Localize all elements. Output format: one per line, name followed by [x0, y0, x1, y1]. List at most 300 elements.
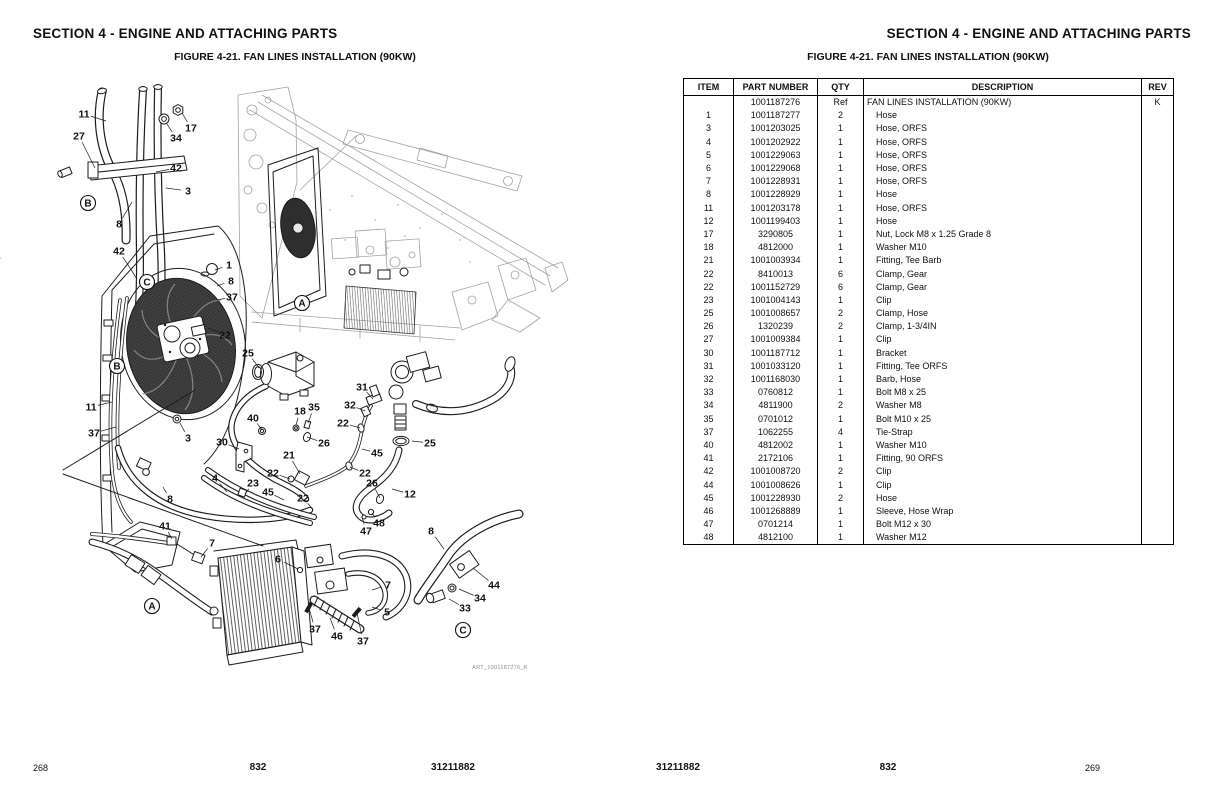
table-cell: 2172106: [734, 452, 818, 465]
table-row: [684, 228, 1174, 241]
table-cell: [1142, 426, 1174, 439]
table-cell: FAN LINES INSTALLATION (90KW): [864, 96, 1142, 110]
table-cell: [1142, 465, 1174, 478]
table-cell: Ref: [818, 96, 864, 110]
table-cell: 4812002: [734, 439, 818, 452]
table-cell: 1001228929: [734, 188, 818, 201]
tee-orfs-fitting: [366, 385, 382, 405]
table-row: [684, 175, 1174, 188]
table-cell: 11: [684, 202, 734, 215]
table-cell: [1142, 531, 1174, 545]
table-cell: Washer M12: [864, 531, 1142, 545]
table-row: [684, 162, 1174, 175]
table-cell: Hose, ORFS: [864, 136, 1142, 149]
table-cell: 1001168030: [734, 373, 818, 386]
table-cell: [1142, 162, 1174, 175]
callout-number: 7: [209, 537, 215, 550]
callout-leader-line: [435, 537, 444, 549]
callout-number: 45: [262, 486, 274, 499]
left-footer-center: 832: [249, 762, 267, 773]
parts-table-body: [684, 96, 1174, 545]
table-row: [684, 96, 1174, 110]
table-cell: Clamp, Gear: [864, 267, 1142, 280]
table-row: [684, 307, 1174, 320]
table-cell: 1001187276: [734, 96, 818, 110]
table-cell: Barb, Hose: [864, 373, 1142, 386]
table-cell: [1142, 505, 1174, 518]
table-cell: [1142, 307, 1174, 320]
table-cell: 4812000: [734, 241, 818, 254]
table-cell: 21: [684, 254, 734, 267]
callout-number: 48: [373, 517, 385, 530]
table-row: [684, 267, 1174, 280]
table-row: [684, 188, 1174, 201]
callout-number: 8: [167, 493, 173, 506]
table-cell: 1: [818, 452, 864, 465]
table-cell: 1001003934: [734, 254, 818, 267]
table-cell: 2: [818, 307, 864, 320]
view-letter: A: [298, 298, 306, 310]
right-section-title: SECTION 4 - ENGINE AND ATTACHING PARTS: [886, 26, 1191, 41]
table-cell: Hose: [864, 215, 1142, 228]
table-row: [684, 347, 1174, 360]
table-row: [684, 360, 1174, 373]
right-page-number: 269: [1084, 763, 1100, 773]
table-cell: Clip: [864, 294, 1142, 307]
table-cell: 1001228931: [734, 175, 818, 188]
callout-number: 4: [212, 472, 218, 485]
table-cell: [1142, 518, 1174, 531]
table-row: [684, 149, 1174, 162]
column-header: REV: [1142, 79, 1174, 96]
table-cell: 1: [818, 478, 864, 491]
callout-leader-line: [392, 489, 403, 492]
callout-number: 8: [428, 525, 434, 538]
table-cell: [1142, 399, 1174, 412]
table-cell: [1142, 439, 1174, 452]
callout-number: 37: [309, 623, 321, 636]
callout-leader-line: [449, 599, 459, 605]
main-view-cooler: [344, 286, 416, 334]
table-cell: 3: [684, 122, 734, 135]
table-cell: 17: [684, 228, 734, 241]
parts-table: [683, 78, 1173, 545]
callout-leader-line: [252, 359, 259, 368]
callout-number: 22: [359, 467, 371, 480]
table-cell: 4812100: [734, 531, 818, 545]
table-cell: Nut, Lock M8 x 1.25 Grade 8: [864, 228, 1142, 241]
table-cell: K: [1142, 96, 1174, 110]
table-cell: [1142, 333, 1174, 346]
callout-number: 25: [242, 347, 254, 360]
callout-leader-line: [163, 487, 166, 493]
callout-leader-line: [101, 427, 116, 431]
right-footer-left: 31211882: [656, 762, 700, 773]
table-cell: [1142, 267, 1174, 280]
callout-number: 34: [474, 592, 486, 605]
table-cell: Hose, ORFS: [864, 175, 1142, 188]
table-row: [684, 136, 1174, 149]
table-cell: [1142, 347, 1174, 360]
column-header: QTY: [818, 79, 864, 96]
callout-leader-line: [362, 449, 370, 451]
table-cell: 4: [684, 136, 734, 149]
table-cell: [1142, 228, 1174, 241]
table-cell: [684, 96, 734, 110]
engine-cluster: [331, 229, 421, 269]
table-cell: 1001203178: [734, 202, 818, 215]
callout-number: 22: [337, 417, 349, 430]
callout-number: 22: [219, 329, 231, 342]
table-row: [684, 413, 1174, 426]
table-cell: Clip: [864, 333, 1142, 346]
table-cell: 1001004143: [734, 294, 818, 307]
table-cell: 1: [818, 188, 864, 201]
callout-number: 11: [85, 401, 97, 414]
table-cell: Fitting, Tee Barb: [864, 254, 1142, 267]
table-cell: Bracket: [864, 347, 1142, 360]
table-row: [684, 531, 1174, 545]
table-cell: Tie-Strap: [864, 426, 1142, 439]
table-row: [684, 465, 1174, 478]
table-cell: [1142, 281, 1174, 294]
callout-leader-line: [412, 441, 423, 442]
callout-number: 37: [226, 291, 238, 304]
callout-number: 42: [113, 245, 125, 258]
table-cell: [1142, 254, 1174, 267]
fan-drive-pump: [261, 352, 315, 400]
callout-leader-line: [217, 298, 225, 300]
table-cell: 1320239: [734, 320, 818, 333]
table-cell: 1: [818, 413, 864, 426]
callout-number: 33: [459, 602, 471, 615]
table-cell: Fitting, 90 ORFS: [864, 452, 1142, 465]
table-cell: [1142, 175, 1174, 188]
callout-number: 3: [185, 185, 191, 198]
table-cell: 3290805: [734, 228, 818, 241]
table-cell: [1142, 413, 1174, 426]
table-cell: Hose, ORFS: [864, 162, 1142, 175]
table-row: [684, 215, 1174, 228]
table-row: [684, 320, 1174, 333]
table-cell: 0701012: [734, 413, 818, 426]
callout-leader-line: [167, 124, 172, 132]
callout-leader-line: [330, 618, 334, 629]
speckles: [0, 195, 471, 262]
right-page: [612, 0, 1224, 792]
table-cell: 1001229068: [734, 162, 818, 175]
table-row: [684, 478, 1174, 491]
table-cell: 12: [684, 215, 734, 228]
callout-leader-line: [459, 589, 474, 595]
table-cell: 1: [818, 122, 864, 135]
callout-number: 8: [228, 275, 234, 288]
table-cell: Washer M8: [864, 399, 1142, 412]
table-cell: Sleeve, Hose Wrap: [864, 505, 1142, 518]
table-cell: 31: [684, 360, 734, 373]
table-cell: 0701214: [734, 518, 818, 531]
table-cell: [1142, 202, 1174, 215]
callout-number: 37: [88, 427, 100, 440]
table-row: [684, 294, 1174, 307]
table-cell: 1001008657: [734, 307, 818, 320]
callout-number: 32: [344, 399, 356, 412]
table-cell: [1142, 122, 1174, 135]
table-cell: Hose, ORFS: [864, 149, 1142, 162]
callout-leader-line: [473, 568, 489, 581]
table-cell: 8: [684, 188, 734, 201]
table-cell: 47: [684, 518, 734, 531]
table-cell: Bolt M12 x 30: [864, 518, 1142, 531]
column-header: DESCRIPTION: [864, 79, 1142, 96]
table-cell: 1001009384: [734, 333, 818, 346]
table-row: [684, 109, 1174, 122]
table-cell: Clamp, 1-3/4IN: [864, 320, 1142, 333]
right-figure-title: FIGURE 4-21. FAN LINES INSTALLATION (90KW): [807, 51, 1049, 63]
view-letter: C: [459, 625, 467, 637]
engine-dark-parts: [349, 265, 408, 279]
table-cell: 1: [818, 386, 864, 399]
left-section-title: SECTION 4 - ENGINE AND ATTACHING PARTS: [33, 26, 338, 41]
table-cell: Clamp, Hose: [864, 307, 1142, 320]
left-footer-right: 31211882: [431, 762, 475, 773]
table-cell: 1001008626: [734, 478, 818, 491]
column-header: PART NUMBER: [734, 79, 818, 96]
callout-number: 42: [170, 162, 182, 175]
table-row: [684, 202, 1174, 215]
left-figure-title: FIGURE 4-21. FAN LINES INSTALLATION (90KW): [174, 51, 416, 63]
table-cell: 34: [684, 399, 734, 412]
table-cell: [1142, 241, 1174, 254]
table-cell: Clamp, Gear: [864, 281, 1142, 294]
callout-number: 5: [384, 606, 390, 619]
right-footer-center: 832: [879, 762, 897, 773]
table-cell: [1142, 215, 1174, 228]
callout-number: 31: [356, 381, 368, 394]
callout-leader-line: [180, 423, 185, 432]
table-cell: 1001228930: [734, 492, 818, 505]
table-row: [684, 399, 1174, 412]
table-cell: Washer M10: [864, 439, 1142, 452]
table-cell: [1142, 149, 1174, 162]
callout-number: 22: [267, 467, 279, 480]
left-page-number: 268: [33, 763, 49, 773]
table-cell: 1001033120: [734, 360, 818, 373]
table-cell: Clip: [864, 478, 1142, 491]
table-cell: 37: [684, 426, 734, 439]
table-cell: 35: [684, 413, 734, 426]
table-cell: 1001203025: [734, 122, 818, 135]
callout-number: 7: [385, 579, 391, 592]
callout-number: 27: [73, 130, 85, 143]
table-cell: 22: [684, 267, 734, 280]
table-cell: Bolt M10 x 25: [864, 413, 1142, 426]
table-cell: 45: [684, 492, 734, 505]
table-cell: 6: [818, 281, 864, 294]
table-cell: 1001187277: [734, 109, 818, 122]
table-row: [684, 241, 1174, 254]
table-row: [684, 373, 1174, 386]
main-view-machine-frame: [0, 87, 568, 342]
table-cell: 1: [818, 333, 864, 346]
callout-number: 40: [247, 412, 259, 425]
table-cell: 1001152729: [734, 281, 818, 294]
callout-number: 41: [159, 520, 171, 533]
callout-number: 37: [357, 635, 369, 648]
callout-number: 3: [185, 432, 191, 445]
table-row: [684, 518, 1174, 531]
table-cell: 1001268889: [734, 505, 818, 518]
table-cell: 2: [818, 465, 864, 478]
callout-leader-line: [166, 188, 181, 190]
table-cell: 1001187712: [734, 347, 818, 360]
table-cell: 2: [818, 492, 864, 505]
table-cell: 1: [818, 202, 864, 215]
callout-number: 26: [366, 477, 378, 490]
table-cell: 27: [684, 333, 734, 346]
table-cell: [1142, 478, 1174, 491]
table-cell: Fitting, Tee ORFS: [864, 360, 1142, 373]
table-cell: [1142, 386, 1174, 399]
table-row: [684, 492, 1174, 505]
table-cell: 4811900: [734, 399, 818, 412]
table-cell: 1: [818, 162, 864, 175]
table-cell: [1142, 373, 1174, 386]
table-cell: 0760812: [734, 386, 818, 399]
table-cell: 4: [818, 426, 864, 439]
table-row: [684, 254, 1174, 267]
table-cell: Clip: [864, 465, 1142, 478]
table-cell: Washer M10: [864, 241, 1142, 254]
table-cell: 1: [818, 505, 864, 518]
table-cell: 41: [684, 452, 734, 465]
table-cell: 1001008720: [734, 465, 818, 478]
callout-leader-line: [274, 495, 284, 500]
view-letter: C: [143, 277, 151, 289]
callout-leader-line: [296, 418, 298, 425]
table-row: [684, 505, 1174, 518]
table-cell: 25: [684, 307, 734, 320]
table-cell: 32: [684, 373, 734, 386]
table-cell: 30: [684, 347, 734, 360]
table-cell: 8410013: [734, 267, 818, 280]
table-cell: 1: [818, 149, 864, 162]
callout-number: 12: [404, 488, 416, 501]
callout-number: 22: [297, 492, 309, 505]
table-cell: 1: [818, 241, 864, 254]
table-cell: Hose: [864, 109, 1142, 122]
table-row: [684, 122, 1174, 135]
table-cell: 2: [818, 399, 864, 412]
table-cell: Hose: [864, 492, 1142, 505]
table-row: [684, 439, 1174, 452]
table-cell: [1142, 136, 1174, 149]
table-cell: 1: [818, 518, 864, 531]
callout-number: 35: [308, 401, 320, 414]
callout-number: 47: [360, 525, 372, 538]
table-cell: 1: [818, 373, 864, 386]
callout-number: 11: [78, 108, 90, 121]
table-cell: 23: [684, 294, 734, 307]
table-row: [684, 333, 1174, 346]
table-cell: Hose: [864, 188, 1142, 201]
callout-number: 8: [116, 218, 122, 231]
callout-number: 6: [275, 553, 281, 566]
callout-number: 1: [226, 259, 232, 272]
table-cell: [1142, 188, 1174, 201]
table-row: [684, 281, 1174, 294]
table-cell: 22: [684, 281, 734, 294]
table-cell: 5: [684, 149, 734, 162]
table-cell: 1: [818, 531, 864, 545]
table-cell: Hose, ORFS: [864, 122, 1142, 135]
callout-number: 23: [247, 477, 259, 490]
table-cell: Bolt M8 x 25: [864, 386, 1142, 399]
view-letter: B: [84, 198, 92, 210]
table-cell: Hose, ORFS: [864, 202, 1142, 215]
table-cell: [1142, 360, 1174, 373]
table-cell: 1: [818, 347, 864, 360]
table-cell: 7: [684, 175, 734, 188]
table-cell: 42: [684, 465, 734, 478]
table-cell: 1: [818, 175, 864, 188]
art-number-label: ART_1001187276_K: [472, 665, 528, 671]
table-cell: 40: [684, 439, 734, 452]
callout-number: 17: [185, 122, 197, 135]
callout-number: 45: [371, 447, 383, 460]
table-cell: 33: [684, 386, 734, 399]
callout-number: 26: [318, 437, 330, 450]
callout-number: 44: [488, 579, 500, 592]
table-cell: 1: [818, 136, 864, 149]
view-letter: A: [148, 601, 156, 613]
callout-number: 25: [424, 437, 436, 450]
table-cell: 6: [818, 267, 864, 280]
table-cell: 1001199403: [734, 215, 818, 228]
table-cell: 1: [818, 360, 864, 373]
table-cell: 1: [818, 228, 864, 241]
table-row: [684, 386, 1174, 399]
table-cell: 6: [684, 162, 734, 175]
table-cell: [1142, 320, 1174, 333]
table-cell: 18: [684, 241, 734, 254]
table-cell: [1142, 452, 1174, 465]
table-cell: 48: [684, 531, 734, 545]
table-cell: 1001229063: [734, 149, 818, 162]
callout-number: 18: [294, 405, 306, 418]
callout-number: 34: [170, 132, 182, 145]
callout-number: 46: [331, 630, 343, 643]
table-cell: 46: [684, 505, 734, 518]
table-row: [684, 452, 1174, 465]
callout-leader-line: [182, 113, 187, 122]
thermostat-cluster: [389, 352, 441, 430]
table-cell: [1142, 492, 1174, 505]
table-cell: 1: [818, 254, 864, 267]
table-cell: [1142, 109, 1174, 122]
table-cell: 1: [818, 439, 864, 452]
callout-number: 30: [216, 436, 228, 449]
table-cell: 1: [684, 109, 734, 122]
callout-number: 21: [283, 449, 295, 462]
table-row: [684, 426, 1174, 439]
table-cell: 44: [684, 478, 734, 491]
table-cell: 1: [818, 294, 864, 307]
view-letter: B: [113, 361, 121, 373]
table-header-row: [684, 79, 1174, 96]
table-cell: 2: [818, 320, 864, 333]
table-cell: 1: [818, 215, 864, 228]
